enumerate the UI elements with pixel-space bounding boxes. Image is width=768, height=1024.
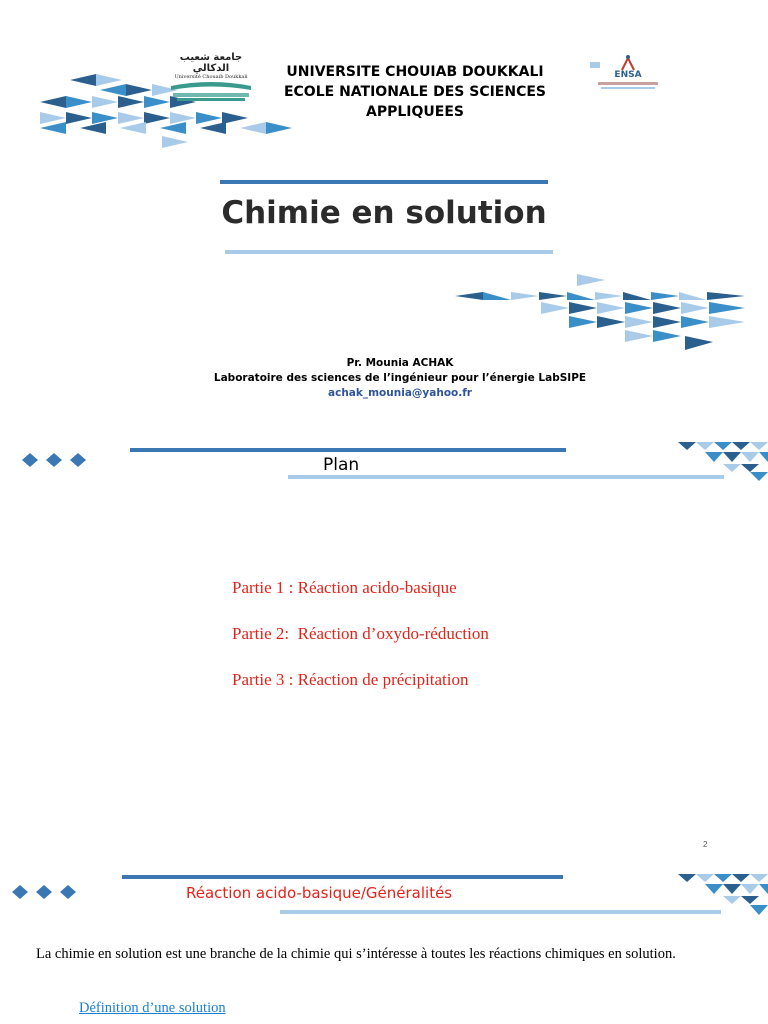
plan-item-3: Partie 3 : Réaction de précipitation — [232, 670, 469, 689]
ensa-logo — [588, 54, 668, 98]
institution-line-1: UNIVERSITE CHOUIAB DOUKKALI — [286, 64, 544, 80]
university-logo-arch — [165, 80, 257, 102]
institution-line-3: APPLIQUEES — [366, 104, 464, 120]
decorative-triangle-pattern-plan — [678, 440, 768, 482]
ensa-logo-subtitle-bar-2 — [601, 87, 655, 89]
author-block — [150, 356, 650, 401]
definition-link[interactable]: Définition d’une solution — [79, 1000, 226, 1016]
diamond-bullets-1 — [22, 452, 92, 468]
author-lab: Laboratoire des sciences de l’ingénieur pour l’énergie LabSIPE — [213, 372, 587, 384]
decorative-triangle-pattern-section — [678, 872, 768, 916]
institution-header — [270, 62, 560, 122]
plan-bottom-bar — [288, 475, 724, 479]
plan-top-bar — [130, 448, 566, 452]
title-bottom-bar — [225, 250, 553, 254]
university-logo-arabic-text: جامعة شعيب الدكالي — [179, 52, 243, 74]
section-bottom-bar — [280, 910, 721, 914]
institution-line-2: ECOLE NATIONALE DES SCIENCES — [283, 84, 547, 100]
diamond-bullets-2 — [12, 884, 82, 900]
university-logo — [165, 52, 257, 100]
page-title: Chimie en solution — [221, 195, 547, 231]
ensa-logo-subtitle-bar — [598, 82, 658, 85]
section-title: Réaction acido-basique/Généralités — [186, 884, 453, 902]
author-email: achak_mounia@yahoo.fr — [328, 387, 472, 399]
university-logo-latin-text: Université Chouaib Doukkali — [174, 74, 248, 80]
plan-item-2: Partie 2: Réaction d’oxydo-réduction — [232, 624, 489, 643]
page-number: 2 — [703, 840, 708, 849]
plan-title: Plan — [323, 455, 360, 475]
title-top-bar — [220, 180, 548, 184]
decorative-triangle-pattern-right — [455, 272, 750, 352]
plan-item-1: Partie 1 : Réaction acido-basique — [232, 578, 457, 597]
section-top-bar — [122, 875, 563, 879]
ensa-logo-text: ENSA — [614, 70, 642, 80]
author-name: Pr. Mounia ACHAK — [346, 357, 454, 369]
intro-paragraph: La chimie en solution est une branche de la chimie qui s’intéresse à toutes les réactions chimiques en solution. — [36, 946, 676, 962]
